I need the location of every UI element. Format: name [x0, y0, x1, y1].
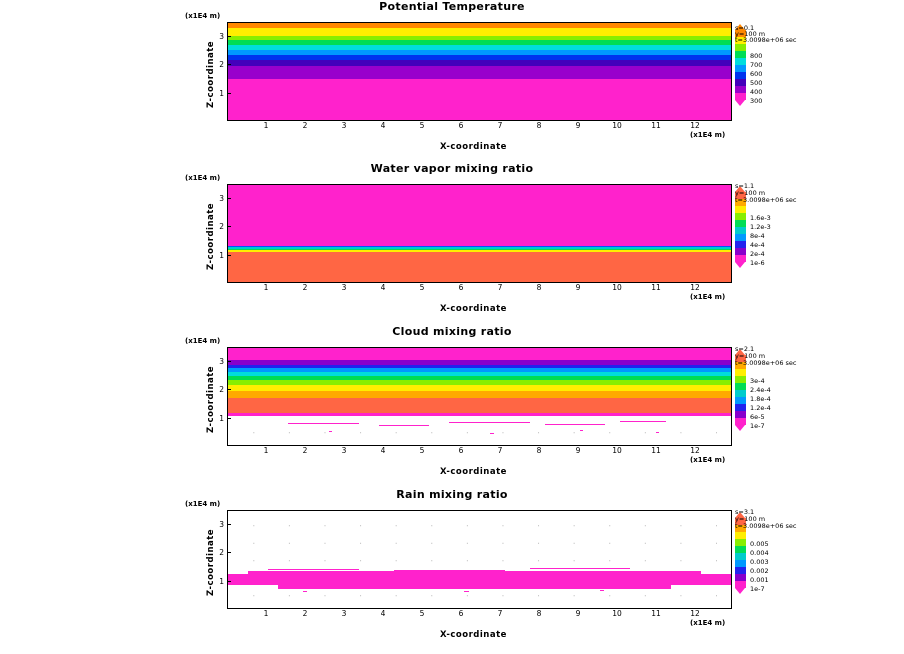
x-axis-label: X-coordinate	[440, 142, 507, 152]
contour-band	[228, 66, 731, 80]
contour-band	[228, 391, 731, 399]
colorbar-tick-label: 3e-4	[750, 377, 765, 385]
x-tick-label: 6	[458, 121, 464, 130]
colorbar-tick-label: 4e-4	[750, 241, 765, 249]
x-tick-label: 7	[497, 446, 503, 455]
x-axis-unit: (x1E4 m)	[690, 619, 726, 627]
x-tick-label: 11	[651, 283, 661, 292]
annotation-s: s=2.1	[735, 345, 755, 353]
colorbar-tick-label: 1.6e-3	[750, 214, 771, 222]
plot-area	[227, 347, 732, 446]
contour-band	[278, 585, 670, 589]
x-tick-label: 4	[380, 121, 386, 130]
colorbar-tick-label: 300	[750, 97, 763, 105]
panel-rain	[0, 488, 904, 654]
y-tick-mark	[227, 552, 231, 553]
annotation-s: s=3.1	[735, 508, 755, 516]
colorbar-tick-label: 1e-6	[750, 259, 765, 267]
x-tick-label: 11	[651, 121, 661, 130]
contour-band	[228, 246, 731, 247]
contour-band	[248, 571, 701, 574]
x-tick-label: 5	[419, 609, 425, 618]
plot-area	[227, 22, 732, 121]
colorbar-bottom-arrow	[735, 100, 745, 106]
panel-water-vapor	[0, 162, 904, 322]
contour-wisp	[394, 570, 505, 571]
x-tick-label: 8	[536, 446, 542, 455]
x-tick-label: 8	[536, 283, 542, 292]
x-axis-unit: (x1E4 m)	[690, 456, 726, 464]
colorbar-tick-label: 700	[750, 61, 763, 69]
y-tick-mark	[227, 361, 231, 362]
annotation-s: s=0.1	[735, 24, 755, 32]
colorbar-tick-label: 0.002	[750, 567, 769, 575]
y-axis-label: Z-coordinate	[206, 202, 216, 270]
y-tick-label: 3	[219, 32, 224, 41]
x-tick-label: 4	[380, 446, 386, 455]
contour-band	[228, 50, 731, 55]
contour-speck	[580, 430, 583, 431]
colorbar-tick-label: 8e-4	[750, 232, 765, 240]
y-tick-mark	[227, 64, 231, 65]
colorbar-tick-label: 0.003	[750, 558, 769, 566]
x-axis-unit: (x1E4 m)	[690, 131, 726, 139]
x-tick-label: 12	[690, 283, 700, 292]
y-tick-mark	[227, 198, 231, 199]
x-tick-label: 6	[458, 446, 464, 455]
x-tick-label: 9	[575, 121, 581, 130]
y-axis-label: Z-coordinate	[206, 528, 216, 596]
x-tick-label: 4	[380, 609, 386, 618]
contour-band	[228, 372, 731, 376]
annotation-y: y=100 m	[735, 30, 766, 38]
colorbar-tick-label: 1e-7	[750, 422, 765, 430]
x-tick-label: 3	[341, 283, 347, 292]
annotation-t: t=3.0098e+06 sec	[735, 522, 797, 530]
contour-band	[228, 376, 731, 380]
colorbar-tick-label: 800	[750, 52, 763, 60]
panel-title: Water vapor mixing ratio	[370, 162, 534, 175]
contour-wisp	[449, 422, 529, 423]
colorbar-tick-label: 2e-4	[750, 250, 765, 258]
contour-band	[228, 365, 731, 369]
x-tick-label: 9	[575, 283, 581, 292]
x-tick-label: 7	[497, 283, 503, 292]
y-tick-label: 2	[219, 222, 224, 231]
x-tick-label: 6	[458, 609, 464, 618]
y-tick-label: 1	[219, 577, 224, 586]
y-tick-mark	[227, 389, 231, 390]
y-tick-mark	[227, 524, 231, 525]
colorbar-bottom-arrow	[735, 588, 745, 594]
contour-wisp	[379, 425, 429, 426]
panel-cloud	[0, 325, 904, 485]
y-axis-unit: (x1E4 m)	[185, 12, 221, 20]
annotation-t: t=3.0098e+06 sec	[735, 359, 797, 367]
y-tick-label: 3	[219, 357, 224, 366]
y-tick-label: 2	[219, 60, 224, 69]
x-tick-label: 10	[612, 609, 622, 618]
contour-speck	[600, 590, 604, 591]
colorbar-tick-label: 500	[750, 79, 763, 87]
x-tick-label: 2	[302, 121, 308, 130]
annotation-y: y=100 m	[735, 515, 766, 523]
contour-band	[228, 36, 731, 41]
x-tick-label: 2	[302, 283, 308, 292]
contour-wisp	[288, 423, 358, 424]
x-tick-label: 2	[302, 609, 308, 618]
contour-speck	[329, 431, 332, 432]
y-axis-unit: (x1E4 m)	[185, 337, 221, 345]
y-tick-label: 1	[219, 251, 224, 260]
x-tick-label: 7	[497, 609, 503, 618]
contour-band	[228, 79, 731, 120]
contour-band	[228, 398, 731, 413]
contour-wisp	[530, 568, 631, 569]
x-tick-label: 7	[497, 121, 503, 130]
x-axis-label: X-coordinate	[440, 630, 507, 640]
x-tick-label: 10	[612, 121, 622, 130]
y-axis-unit: (x1E4 m)	[185, 500, 221, 508]
contour-band	[228, 360, 731, 365]
panel-potential-temperature	[0, 0, 904, 160]
y-tick-label: 1	[219, 414, 224, 423]
y-tick-mark	[227, 418, 231, 419]
contour-band	[228, 413, 731, 416]
x-tick-label: 2	[302, 446, 308, 455]
x-tick-label: 1	[263, 609, 269, 618]
x-tick-label: 12	[690, 446, 700, 455]
x-tick-label: 1	[263, 121, 269, 130]
annotation-y: y=100 m	[735, 189, 766, 197]
x-tick-label: 4	[380, 283, 386, 292]
x-tick-label: 10	[612, 446, 622, 455]
colorbar-tick-label: 600	[750, 70, 763, 78]
x-tick-label: 11	[651, 609, 661, 618]
y-tick-label: 2	[219, 548, 224, 557]
contour-band	[228, 55, 731, 60]
contour-band	[228, 60, 731, 66]
colorbar-tick-label: 0.004	[750, 549, 769, 557]
y-tick-mark	[227, 226, 231, 227]
colorbar-bottom-arrow	[735, 425, 745, 431]
y-tick-label: 2	[219, 385, 224, 394]
colorbar-tick-label: 400	[750, 88, 763, 96]
x-tick-label: 1	[263, 446, 269, 455]
x-axis-label: X-coordinate	[440, 467, 507, 477]
x-tick-label: 6	[458, 283, 464, 292]
contour-band	[228, 23, 731, 28]
contour-band	[228, 574, 731, 585]
colorbar-bottom-arrow	[735, 262, 745, 268]
grid-dots	[228, 511, 731, 608]
y-tick-mark	[227, 36, 231, 37]
x-tick-label: 1	[263, 283, 269, 292]
x-tick-label: 11	[651, 446, 661, 455]
plot-area	[227, 184, 732, 283]
x-tick-label: 12	[690, 609, 700, 618]
contour-band	[228, 250, 731, 252]
colorbar-tick-label: 1.2e-3	[750, 223, 771, 231]
annotation-t: t=3.0098e+06 sec	[735, 196, 797, 204]
y-tick-mark	[227, 581, 231, 582]
annotation-y: y=100 m	[735, 352, 766, 360]
x-tick-label: 12	[690, 121, 700, 130]
x-tick-label: 3	[341, 121, 347, 130]
y-tick-label: 3	[219, 194, 224, 203]
y-tick-mark	[227, 255, 231, 256]
contour-speck	[656, 432, 659, 433]
annotation-t: t=3.0098e+06 sec	[735, 36, 797, 44]
x-tick-label: 8	[536, 121, 542, 130]
x-tick-label: 9	[575, 446, 581, 455]
x-tick-label: 9	[575, 609, 581, 618]
y-axis-label: Z-coordinate	[206, 40, 216, 108]
contour-band	[228, 40, 731, 45]
contour-band	[228, 380, 731, 385]
y-tick-label: 3	[219, 520, 224, 529]
x-tick-label: 8	[536, 609, 542, 618]
panel-title: Potential Temperature	[379, 0, 525, 13]
x-tick-label: 3	[341, 446, 347, 455]
x-tick-label: 5	[419, 446, 425, 455]
colorbar-tick-label: 0.001	[750, 576, 769, 584]
colorbar-tick-label: 6e-5	[750, 413, 765, 421]
contour-wisp	[620, 421, 665, 422]
y-tick-label: 1	[219, 89, 224, 98]
colorbar-tick-label: 1e-7	[750, 585, 765, 593]
contour-band	[228, 348, 731, 360]
contour-wisp	[545, 424, 605, 425]
colorbar-tick-label: 1.2e-4	[750, 404, 771, 412]
annotation-s: s=1.1	[735, 182, 755, 190]
contour-band	[228, 28, 731, 36]
contour-band	[228, 368, 731, 372]
contour-band	[228, 247, 731, 248]
contour-band	[228, 185, 731, 246]
contour-speck	[464, 591, 469, 592]
contour-band	[228, 45, 731, 50]
y-tick-mark	[227, 93, 231, 94]
contour-wisp	[268, 569, 359, 570]
contour-band	[228, 252, 731, 282]
contour-speck	[490, 433, 494, 434]
panel-title: Rain mixing ratio	[396, 488, 508, 501]
contour-band	[228, 385, 731, 391]
plot-area	[227, 510, 732, 609]
colorbar-tick-label: 1.8e-4	[750, 395, 771, 403]
x-axis-label: X-coordinate	[440, 304, 507, 314]
y-axis-unit: (x1E4 m)	[185, 174, 221, 182]
colorbar-tick-label: 2.4e-4	[750, 386, 771, 394]
x-tick-label: 5	[419, 121, 425, 130]
contour-speck	[303, 591, 307, 592]
colorbar-tick-label: 0.005	[750, 540, 769, 548]
panel-title: Cloud mixing ratio	[392, 325, 512, 338]
x-axis-unit: (x1E4 m)	[690, 293, 726, 301]
x-tick-label: 10	[612, 283, 622, 292]
x-tick-label: 3	[341, 609, 347, 618]
y-axis-label: Z-coordinate	[206, 365, 216, 433]
contour-band	[228, 249, 731, 250]
x-tick-label: 5	[419, 283, 425, 292]
